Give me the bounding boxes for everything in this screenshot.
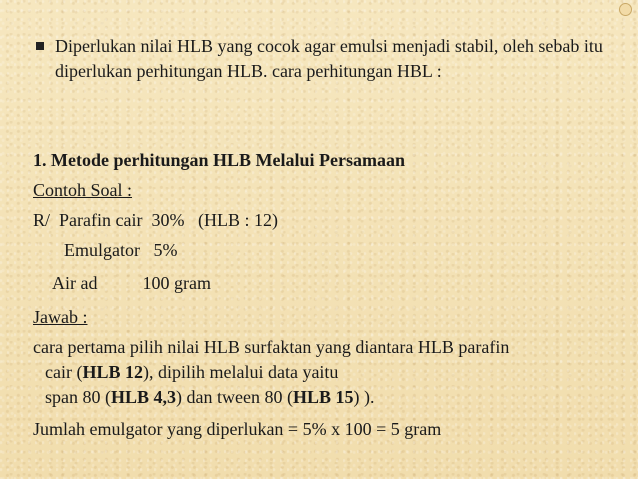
answer-paragraph <box>33 335 623 410</box>
answer-line-3-mid: ) dan tween 80 ( <box>176 387 293 407</box>
answer-line-3-pre: span 80 ( <box>45 387 111 407</box>
intro-bullet <box>36 34 616 84</box>
intro-text: Diperlukan nilai HLB yang cocok agar emulsi menjadi stabil, oleh sebab itu diperlukan perhitungan HLB. cara perhitungan HBL : <box>55 36 603 81</box>
answer-label: Jawab : <box>33 307 88 327</box>
recipe-line-1: R/ Parafin cair 30% (HLB : 12) <box>33 210 278 230</box>
recipe-line-3: Air ad 100 gram <box>52 273 211 293</box>
hlb-span-value: HLB 4,3 <box>111 387 177 407</box>
recipe-line-2: Emulgator 5% <box>64 240 178 260</box>
answer-line-2-pre: cair ( <box>45 362 83 382</box>
hlb-parafin-value: HLB 12 <box>82 362 143 382</box>
section-heading: 1. Metode perhitungan HLB Melalui Persamaan <box>33 150 405 170</box>
answer-line-3-post: ) ). <box>353 387 375 407</box>
answer-line-2-post: ), dipilih melalui data yaitu <box>142 362 339 382</box>
corner-circle-icon <box>619 3 632 16</box>
answer-line-2 <box>33 360 623 385</box>
example-label: Contoh Soal : <box>33 180 133 200</box>
total-line: Jumlah emulgator yang diperlukan = 5% x 100 = 5 gram <box>33 419 442 439</box>
answer-line-1: cara pertama pilih nilai HLB surfaktan yang diantara HLB parafin <box>33 337 510 357</box>
square-bullet-icon <box>36 42 44 50</box>
answer-line-3 <box>33 385 623 410</box>
hlb-tween-value: HLB 15 <box>292 387 354 407</box>
